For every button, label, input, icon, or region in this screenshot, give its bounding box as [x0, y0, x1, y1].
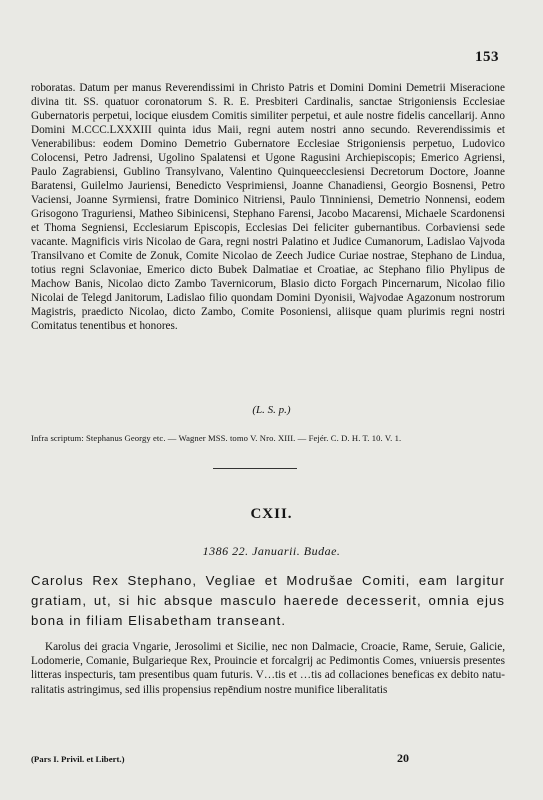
previous-charter-text: [31, 81, 505, 333]
source-footnote: Infra scriptum: Stephanus Georgy etc. — Wagner MSS. tomo V. Nro. XIII. — Fejér. C. D. H. T. 10. V. 1.: [31, 433, 402, 443]
charter-text: [31, 640, 505, 697]
seal-note: (L. S. p.): [252, 404, 291, 416]
sheet-number: 20: [397, 751, 409, 765]
document-date: 1386 22. Januarii. Budae.: [202, 544, 341, 558]
footer-source: (Pars I. Privil. et Libert.): [31, 754, 125, 764]
previous-charter-paragraph: roboratas. Datum per manus Reverendissimi in Christo Patris et Domini Domini Demetrii Miseracione divina tit. SS. quatuor coronatorum S. R. E. Presbiteri Cardinalis, sanctae Strigoniensis Ecclesiae Gubernatoris perpetui, locique eiusdem Comitis similiter perpetui, et aule nostre fidelis cancellarij. Anno Domini M.CCC.LXXXIII quinta idus Maii, regni autem nostri anno secundo. Reverendissimis et Venerabilibus: eodem Domino Demetrio Gubernatore Ecclesiae Strigoniensis perpetuo, Ludovico Colocensi, Petro Jadrensi, Ugolino Spalatensi et Ugone Ragusini Archiepiscopis; Emerico Agriensi, Paulo Zagrabiensi, Gublino Transylvano, Valentino Quinqueecclesiensi Decretorum Doctore, Joanne Baratensi, Guilelmo Jauriensi, Benedicto Vesprimiensi, Joanne Chanadiensi, Georgio Bosnensi, Petro Vaciensi, Joanne Syrmiensi, fratre Dominico Nitriensi, Paulo Tinniniensi, Demetrio Nonnensi, eodem Grisogono Traguriensi, Matheo Sibinicensi, Stephano Farensi, Jacobo Macarensi, Michaele Scardonensi et Thoma Segniensi, Ecclesiarum Episcopis, Ecclesias Dei feliciter gubernantibus. Corbaviensi sede vacante. Magnificis viris Nicolao de Gara, regni nostri Palatino et Judice Cumanorum, Ladislao Vajvoda Transilvano et Comite de Zonuk, Comite Nicolao de Zeech Judice Curiae nostrae, Stephano de Lindua, totius regni Sclavoniae, Emerico dicto Bubek Dalmatiae et Croatiae, ac Stephano filio Phylipus de Machow Banis, Nicolao dicto Zambo Tavernicorum, Blasio dicto Forgach Pincernarum, Nicolao filio Nicolai de Telegd Janitorum, Ladislao filio quondam Domini Dyonisii, Wajvodae Agazonum nostrorum Magistris, praedicto Nicolao, dicto Zambo, Comite Posoniensi, aliisque quam plurimis regni nostri Comitatus tenentibus et honores.: [31, 82, 505, 332]
document-summary: Carolus Rex Stephano, Vegliae et Modrušae Comiti, eam largitur gratiam, ut, si hic absque masculo haerede decesserit, omnia ejus bona in filiam Elisabetham transeant.: [31, 573, 505, 628]
document-number: CXII.: [250, 506, 293, 522]
charter-paragraph: Karolus dei gracia Vngarie, Jerosolimi et Sicilie, nec non Dalmacie, Croacie, Rame, Seruie, Galicie, Lodomerie, Comanie, Bulgarieque Rex, Prouincie et forcalgrij ac Pedimontis Comes, vniuersis presentes litteras inspecturis, tam presentibus quam futuris. V…tis et …tis ad collaciones beneficas ex debito naturalitatis astringimus, sed illis propensius repēndium nostre munifice liberalitatis: [31, 641, 505, 696]
page-number: 153: [475, 49, 499, 65]
section-divider: [213, 468, 297, 469]
